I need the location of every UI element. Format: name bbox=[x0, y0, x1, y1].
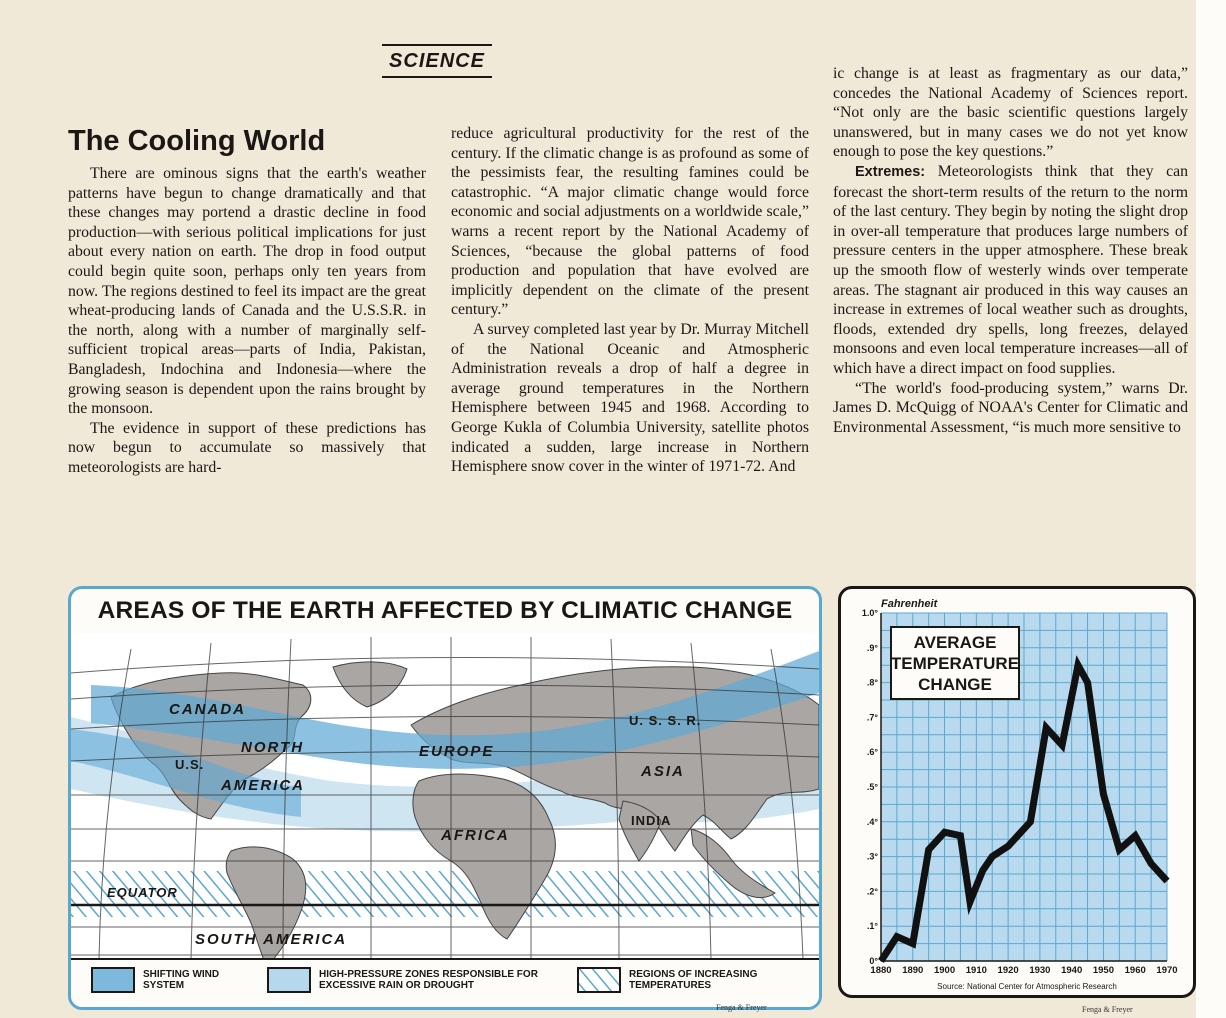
label-equator: EQUATOR bbox=[107, 885, 178, 900]
data-point bbox=[1119, 849, 1120, 850]
data-point bbox=[982, 870, 983, 871]
map-credit: Fenga & Freyer bbox=[716, 1003, 767, 1012]
y-axis bbox=[862, 608, 879, 966]
paragraph: reduce agricultural productivity for the rest of the century. If the climatic change is as profound as some of the pessimists fear, the resulting famines could be catastrophic. “A major climatic change would force economic and social adjustments on a worldwide scale,” warns a recent report by the National Academy of Sciences, “because the global patterns of food production and population that have evolved are implicitly dependent on the climate of the present century.” bbox=[451, 125, 809, 319]
label-africa: AFRICA bbox=[441, 827, 510, 844]
climate-map-panel bbox=[68, 586, 822, 1010]
paragraph: A survey completed last year by Dr. Murray Mitchell of the National Oceanic and Atmospheric Administration reveals a drop of half a degree in average ground temperatures in the Northern Hemisphere between 1945 and 1968. According to George Kukla of Columbia University, satellite photos indicated a sudden, large increase in Northern Hemisphere snow cover in the winter of 1971-72. And bbox=[451, 320, 809, 476]
data-point bbox=[896, 936, 897, 937]
data-point bbox=[1103, 793, 1104, 794]
label-america: AMERICA bbox=[221, 777, 305, 794]
chart-title-line: AVERAGE bbox=[913, 633, 997, 652]
label-north: NORTH bbox=[241, 739, 305, 756]
y-tick-label: .1° bbox=[866, 921, 878, 932]
data-point bbox=[1087, 682, 1088, 683]
legend-label: SHIFTING WIND SYSTEM bbox=[143, 969, 220, 991]
paragraph: The evidence in support of these predictions has now begun to accumulate so massively that meteorologists are hard- bbox=[68, 419, 426, 476]
subhead-extremes: Extremes: bbox=[855, 163, 926, 180]
legend-label: REGIONS OF INCREASING TEMPERATURES bbox=[629, 969, 758, 991]
world-map bbox=[71, 589, 819, 1007]
headline: The Cooling World bbox=[68, 125, 326, 157]
label-us: U.S. bbox=[175, 757, 205, 772]
x-tick-label: 1940 bbox=[1061, 965, 1083, 976]
data-point bbox=[1062, 745, 1063, 746]
data-point bbox=[1167, 880, 1168, 881]
label-india: INDIA bbox=[631, 813, 672, 828]
data-point bbox=[944, 832, 945, 833]
page-edge bbox=[1196, 0, 1226, 1018]
data-point bbox=[1135, 835, 1136, 836]
legend-high-pressure bbox=[267, 967, 549, 993]
temperature-chart bbox=[841, 589, 1193, 995]
x-tick-label: 1880 bbox=[870, 965, 892, 976]
section-label: SCIENCE bbox=[382, 44, 492, 78]
y-tick-label: 0° bbox=[869, 956, 878, 966]
label-ussr: U. S. S. R. bbox=[629, 713, 702, 728]
y-tick-label: .7° bbox=[866, 712, 878, 723]
data-point bbox=[1046, 727, 1047, 728]
y-tick-label: .5° bbox=[866, 782, 878, 792]
y-tick-label: .9° bbox=[866, 642, 878, 653]
data-point bbox=[928, 849, 929, 850]
legend-warming bbox=[577, 967, 799, 993]
data-point bbox=[1008, 846, 1009, 847]
data-point bbox=[1030, 821, 1031, 822]
x-tick-label: 1960 bbox=[1124, 965, 1146, 976]
article-column-2 bbox=[451, 124, 809, 477]
x-tick-label: 1970 bbox=[1156, 965, 1178, 976]
article-column-1 bbox=[68, 164, 426, 478]
temperature-chart-panel bbox=[838, 586, 1196, 998]
legend-swatch-wind bbox=[91, 967, 135, 993]
y-tick-label: .6° bbox=[866, 747, 878, 758]
data-point bbox=[969, 901, 970, 902]
chart-title-line: TEMPERATURE bbox=[890, 654, 1020, 673]
data-point bbox=[960, 835, 961, 836]
data-point bbox=[992, 856, 993, 857]
x-tick-label: 1910 bbox=[965, 965, 987, 976]
legend-swatch-high-pressure bbox=[267, 967, 311, 993]
x-tick-label: 1890 bbox=[902, 965, 924, 976]
data-point bbox=[881, 961, 882, 962]
x-tick-label: 1900 bbox=[933, 965, 956, 976]
article-column-3 bbox=[833, 64, 1188, 437]
x-tick-label: 1930 bbox=[1029, 965, 1051, 976]
legend-wind-system bbox=[91, 967, 233, 993]
paragraph-text: Meteorologists think that they can forecast the short-term results of the return to the norm of the last century. They begin by noting the slight drop in over-all temperature that produces large numbers of pressure centers in the upper atmosphere. These break up the smooth flow of westerly winds over temperate areas. The stagnant air produced in this way causes an increase in extremes of local weather such as droughts, floods, extended dry spells, long freezes, delayed monsoons and even local temperature increases—all of which have a direct impact on food supplies. bbox=[833, 162, 1188, 377]
legend-swatch-hatched bbox=[577, 967, 621, 993]
label-canada: CANADA bbox=[169, 701, 246, 718]
legend-label: HIGH-PRESSURE ZONES RESPONSIBLE FOR EXCESSIVE RAIN OR DROUGHT bbox=[319, 969, 538, 991]
chart-source: Source: National Center for Atmospheric Research bbox=[937, 982, 1117, 991]
paragraph: “The world's food-producing system,” warns Dr. James D. McQuigg of NOAA's Center for Climatic and Environmental Assessment, “is much more sensitive to bbox=[833, 379, 1188, 436]
y-tick-label: .8° bbox=[866, 677, 878, 688]
x-tick-label: 1920 bbox=[997, 965, 1019, 976]
chart-title-line: CHANGE bbox=[918, 675, 992, 694]
label-europe: EUROPE bbox=[419, 743, 495, 760]
x-tick-label: 1950 bbox=[1092, 965, 1115, 976]
y-tick-label: 1.0° bbox=[861, 608, 878, 618]
data-point bbox=[1151, 863, 1152, 864]
y-axis-label: Fahrenheit bbox=[881, 598, 938, 610]
y-tick-label: .2° bbox=[866, 886, 878, 897]
y-tick-label: .3° bbox=[866, 851, 878, 862]
paragraph-extremes bbox=[833, 162, 1188, 379]
chart-credit: Fenga & Freyer bbox=[1082, 1005, 1133, 1014]
map-title: AREAS OF THE EARTH AFFECTED BY CLIMATIC CHANGE bbox=[97, 597, 793, 624]
label-south-america: SOUTH AMERICA bbox=[195, 931, 348, 948]
paragraph: There are ominous signs that the earth's weather patterns have begun to change dramatically and that these changes may portend a drastic decline in food production—with serious political implications for just about every nation on earth. The drop in food output could begin quite soon, perhaps only ten years from now. The regions destined to feel its impact are the great wheat-producing lands of Canada and the U.S.S.R. in the north, along with a number of marginally self-sufficient tropical areas—parts of India, Pakistan, Bangladesh, Indochina and Indonesia—where the growing season is dependent upon the rains brought by the monsoon. bbox=[68, 165, 426, 418]
paragraph: ic change is at least as fragmentary as our data,” concedes the National Academy of Sciences report. “Not only are the basic scientific questions largely unanswered, but in many cases we do not yet know enough to pose the key questions.” bbox=[833, 65, 1188, 161]
label-asia: ASIA bbox=[641, 763, 685, 780]
data-point bbox=[912, 943, 913, 944]
data-point bbox=[1078, 665, 1079, 666]
y-tick-label: .4° bbox=[866, 816, 878, 827]
x-axis bbox=[870, 965, 1177, 976]
warming-regions bbox=[71, 871, 819, 917]
